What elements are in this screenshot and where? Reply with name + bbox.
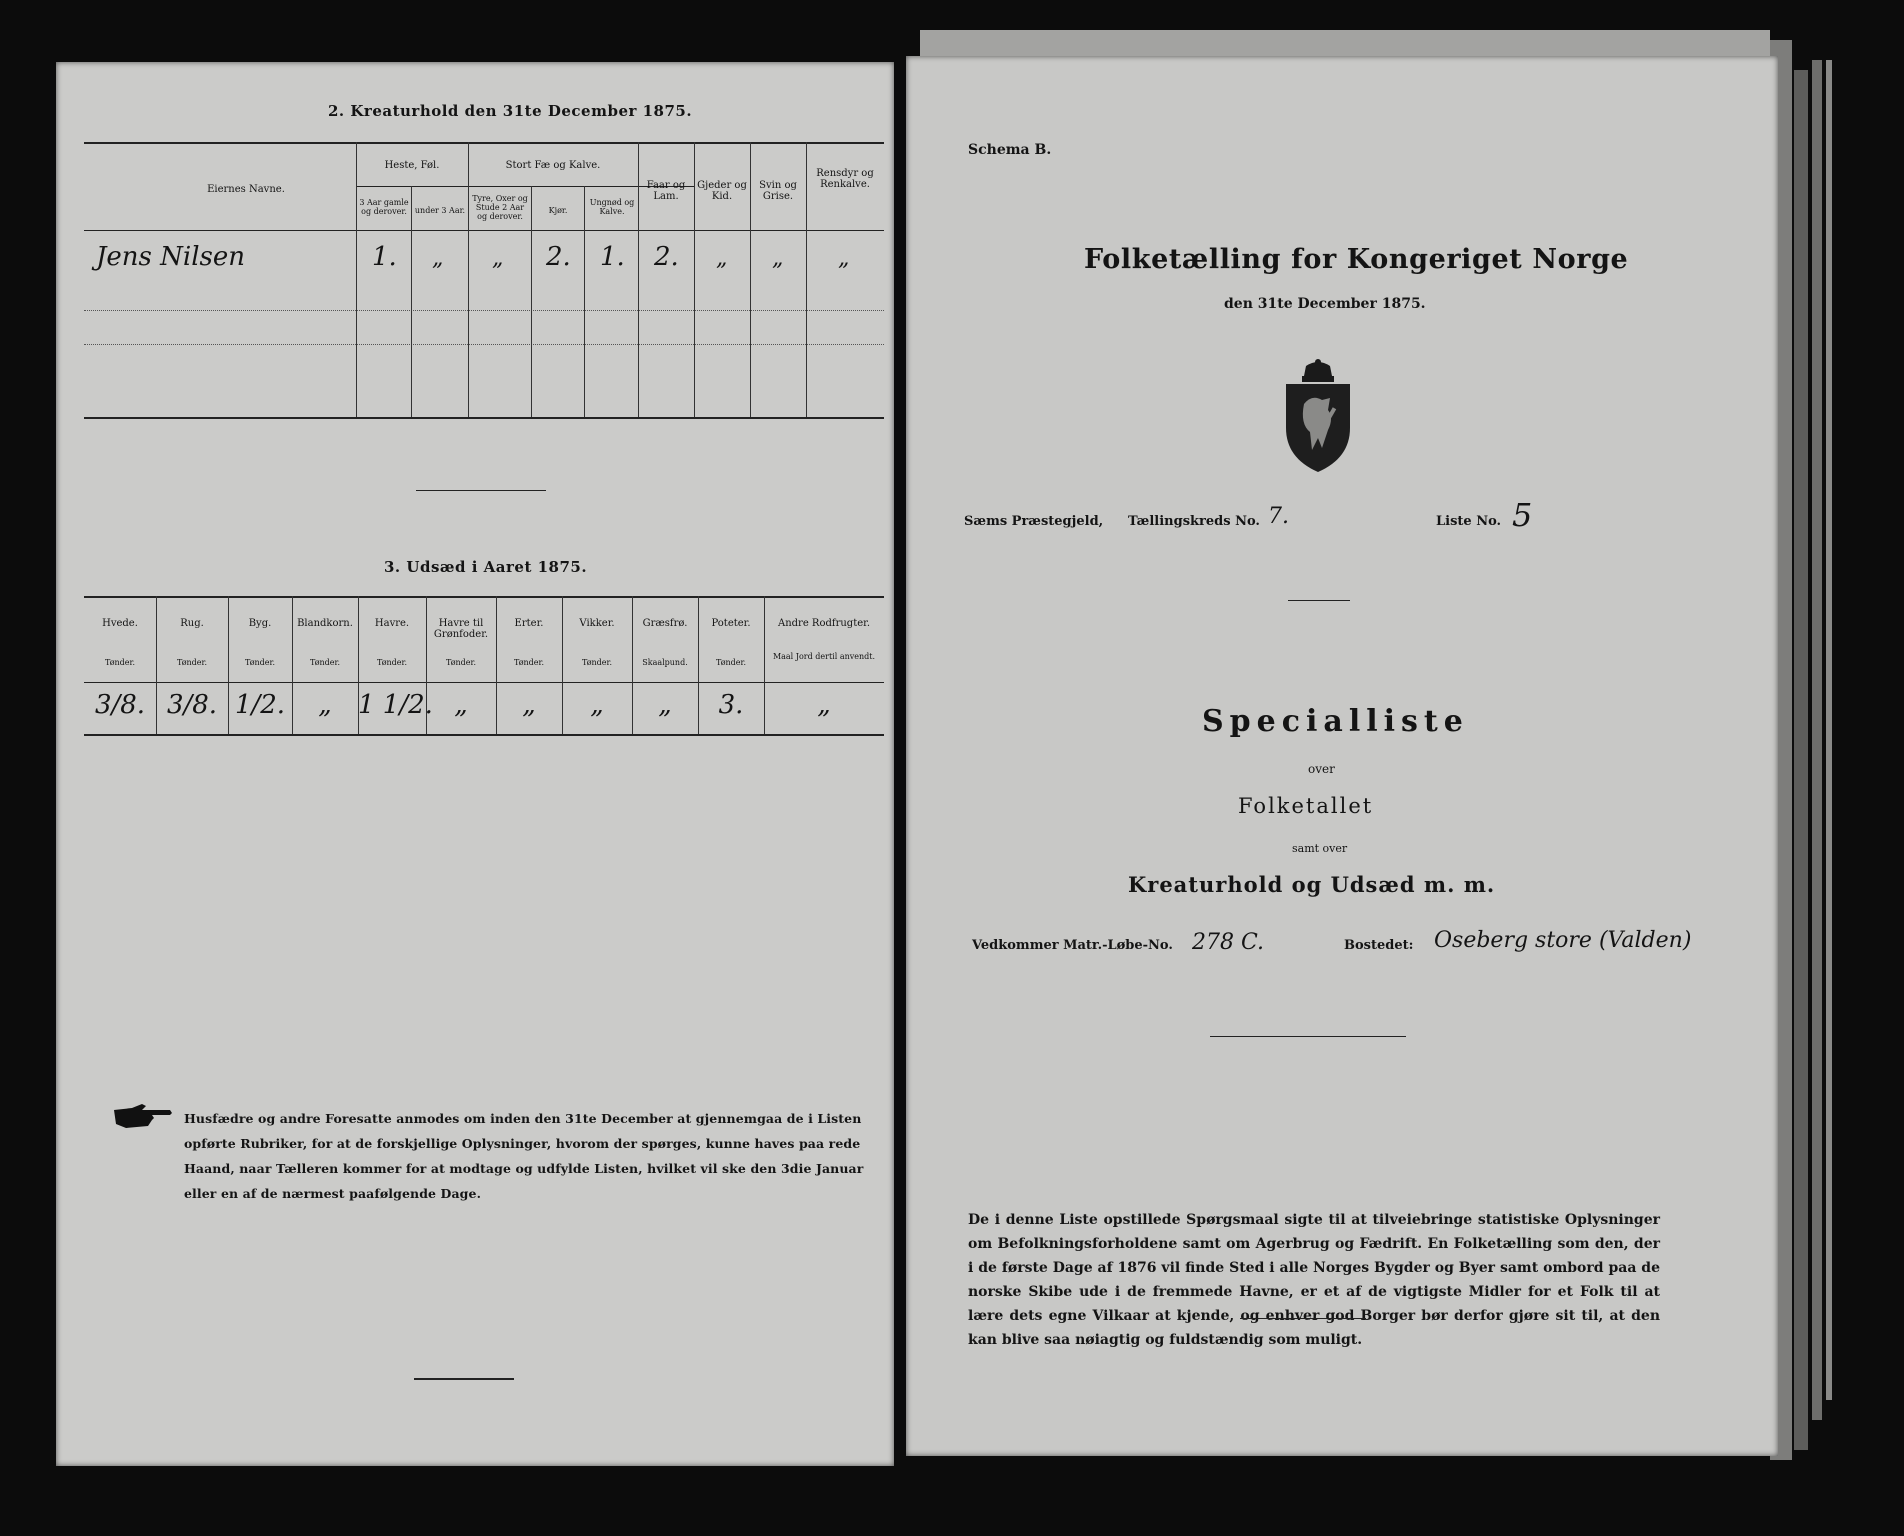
over-label: over bbox=[1308, 762, 1335, 776]
liste-label: Liste No. bbox=[1436, 514, 1502, 529]
sec3-header: Hvede. bbox=[102, 618, 138, 629]
column-rule bbox=[356, 142, 357, 417]
row-value: „ bbox=[716, 246, 728, 271]
sec3-unit: Tønder. bbox=[715, 658, 747, 667]
sec3-unit: Maal Jord dertil anvendt. bbox=[772, 652, 876, 661]
bosted-label: Bostedet: bbox=[1344, 938, 1414, 953]
row-value: „ bbox=[772, 246, 784, 271]
page-stack-edge bbox=[1794, 70, 1808, 1450]
table-rule bbox=[84, 734, 884, 736]
header-gjeder: Gjeder og Kid. bbox=[697, 180, 747, 202]
norway-coat-of-arms-icon bbox=[1278, 358, 1358, 474]
header-stort-b: Kjør. bbox=[548, 206, 568, 215]
sec3-unit: Tønder. bbox=[104, 658, 136, 667]
section-2-title: 2. Kreaturhold den 31te December 1875. bbox=[328, 102, 693, 120]
right-page bbox=[906, 56, 1778, 1456]
table-rule bbox=[84, 142, 884, 144]
page-stack-edge bbox=[1812, 60, 1822, 1420]
header-heste-b: under 3 Aar. bbox=[414, 206, 466, 215]
sec3-value: „ bbox=[454, 690, 468, 720]
divider bbox=[1210, 1036, 1406, 1037]
folketallet-heading: Folketallet bbox=[1238, 794, 1374, 818]
table-rule bbox=[84, 230, 884, 231]
krets-label: Tællingskreds No. bbox=[1128, 514, 1260, 529]
row-value: 1. bbox=[372, 242, 397, 272]
header-rensdyr: Rensdyr og Renkalve. bbox=[816, 168, 874, 190]
matr-value: 278 C. bbox=[1192, 930, 1265, 955]
header-heste-a: 3 Aar gamle og derover. bbox=[359, 198, 409, 216]
header-heste: Heste, Føl. bbox=[384, 160, 440, 171]
page-stack-edge bbox=[1826, 60, 1832, 1400]
prestegjeld-label: Sæms Præstegjeld, bbox=[964, 514, 1104, 529]
sec3-header: Havre til Grønfoder. bbox=[433, 618, 489, 640]
row-value: „ bbox=[838, 246, 850, 271]
pointing-hand-icon bbox=[112, 1102, 174, 1132]
notice-text: Husfædre og andre Foresatte anmodes om inden den 31te December at gjennemgaa de i Listen opførte Rubriker, for at de forskjellige Oplysninger, hvorom der spørges, kunne haves paa rede Haand, naar Tælleren kommer for at modtage og udfylde Listen, hvilket vil ske den 3die Januar eller en af de nærmest paafølgende Dage. bbox=[184, 1111, 864, 1201]
divider bbox=[1288, 600, 1350, 601]
row-value: 1. bbox=[600, 242, 625, 272]
header-owner: Eiernes Navne. bbox=[207, 184, 285, 195]
row-value: „ bbox=[492, 246, 504, 271]
sec3-value: „ bbox=[318, 690, 332, 720]
sec3-unit: Tønder. bbox=[376, 658, 408, 667]
sec3-value: 3/8. bbox=[94, 690, 146, 720]
sec3-header: Græsfrø. bbox=[642, 618, 688, 629]
sec3-value: 1 1/2. bbox=[358, 690, 433, 720]
sec3-header: Blandkorn. bbox=[297, 618, 353, 629]
sec3-header: Havre. bbox=[374, 618, 410, 629]
divider bbox=[416, 490, 546, 491]
sec3-unit: Tønder. bbox=[513, 658, 545, 667]
table-rule bbox=[84, 310, 884, 311]
sec3-header: Poteter. bbox=[711, 618, 751, 629]
sec3-value: 3. bbox=[718, 690, 744, 720]
sec3-value: 1/2. bbox=[234, 690, 286, 720]
section-3-title: 3. Udsæd i Aaret 1875. bbox=[384, 558, 588, 576]
samt-over-label: samt over bbox=[1292, 842, 1348, 855]
divider bbox=[1240, 1318, 1366, 1319]
sec3-header: Rug. bbox=[180, 618, 204, 629]
matr-label: Vedkommer Matr.-Løbe-No. bbox=[972, 938, 1173, 953]
sec3-header: Vikker. bbox=[579, 618, 615, 629]
liste-value: 5 bbox=[1512, 496, 1533, 534]
row-value: „ bbox=[432, 246, 444, 271]
sec3-value: 3/8. bbox=[166, 690, 218, 720]
sec3-unit: Tønder. bbox=[445, 658, 477, 667]
owner-name: Jens Nilsen bbox=[96, 242, 246, 272]
sec3-header: Erter. bbox=[514, 618, 544, 629]
kreaturhold-heading: Kreaturhold og Udsæd m. m. bbox=[1128, 872, 1496, 897]
sec3-value: „ bbox=[590, 690, 604, 720]
header-stort: Stort Fæ og Kalve. bbox=[505, 160, 601, 171]
census-date: den 31te December 1875. bbox=[1224, 296, 1426, 312]
column-rule bbox=[411, 186, 412, 417]
header-stort-a: Tyre, Oxer og Stude 2 Aar og derover. bbox=[472, 194, 528, 221]
column-rule bbox=[806, 142, 807, 417]
column-rule bbox=[750, 142, 751, 417]
header-svin: Svin og Grise. bbox=[759, 180, 797, 202]
krets-value: 7. bbox=[1268, 504, 1289, 529]
sec3-value: „ bbox=[817, 690, 831, 720]
row-value: 2. bbox=[654, 242, 679, 272]
sec3-header: Andre Rodfrugter. bbox=[777, 618, 870, 629]
divider bbox=[414, 1378, 514, 1380]
sec3-header: Byg. bbox=[248, 618, 272, 629]
sec3-value: „ bbox=[658, 690, 672, 720]
census-title: Folketælling for Kongeriget Norge bbox=[1084, 244, 1629, 275]
left-page bbox=[56, 62, 894, 1466]
column-rule bbox=[638, 142, 639, 417]
sec3-unit: Tønder. bbox=[581, 658, 613, 667]
column-rule bbox=[468, 142, 469, 417]
sec3-value: „ bbox=[522, 690, 536, 720]
column-rule bbox=[531, 186, 532, 417]
sec3-unit: Tønder. bbox=[309, 658, 341, 667]
table-rule bbox=[84, 417, 884, 419]
header-faar: Faar og Lam. bbox=[646, 180, 686, 202]
instruction-paragraph: De i denne Liste opstillede Spørgsmaal sigte til at tilveiebringe statistiske Oplysninger om Befolkningsforholdene samt om Agerbrug og Fædrift. En Folketælling som den, der i de første Dage af 1876 vil finde Sted i alle Norges Bygder og Byer samt ombord paa de norske Skibe ude i de fremmede Havne, er et af de vigtigste Midler for et Folk til at lære dets egne Vilkaar at kjende, og enhver god Borger bør derfor gjøre sit til, at den kan blive saa nøiagtig og fuldstændig som muligt. bbox=[968, 1212, 1660, 1348]
sec3-unit: Tønder. bbox=[176, 658, 208, 667]
row-value: 2. bbox=[546, 242, 571, 272]
table-rule bbox=[84, 344, 884, 345]
sec3-unit: Skaalpund. bbox=[642, 658, 688, 667]
column-rule bbox=[694, 142, 695, 417]
column-rule bbox=[584, 186, 585, 417]
specialliste-heading: Specialliste bbox=[1202, 704, 1469, 739]
bosted-value: Oseberg store (Valden) bbox=[1434, 928, 1692, 953]
header-stort-c: Ungnød og Kalve. bbox=[589, 198, 635, 216]
schema-label: Schema B. bbox=[968, 142, 1052, 158]
sec3-unit: Tønder. bbox=[244, 658, 276, 667]
